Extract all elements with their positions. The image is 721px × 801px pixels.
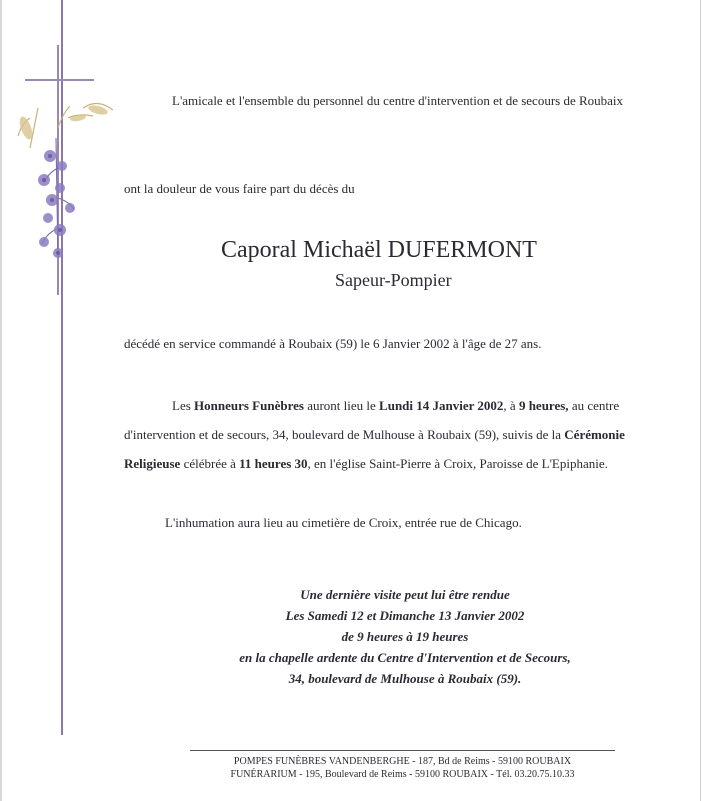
header-line: L'amicale et l'ensemble du personnel du centre d'intervention et de secours de Roubaix bbox=[172, 93, 624, 108]
cross-bar bbox=[25, 79, 94, 81]
page-edge-left bbox=[0, 0, 2, 801]
deceased-rank: Sapeur-Pompier bbox=[335, 270, 452, 290]
intro-line: ont la douleur de vous faire part du décès du bbox=[124, 181, 355, 196]
deceased-name: Caporal Michaël DUFERMONT bbox=[221, 237, 537, 263]
visit-line-5: 34, boulevard de Mulhouse à Roubaix (59). bbox=[288, 671, 522, 686]
visit-line-3: de 9 heures à 19 heures bbox=[341, 629, 469, 644]
funeral-line-3: Religieuse célébrée à 11 heures 30, en l'église Saint-Pierre à Croix, Paroisse de L'Epiphanie. bbox=[124, 456, 608, 471]
ceremonie: Cérémonie bbox=[564, 427, 625, 442]
visit-block bbox=[180, 584, 630, 689]
flower-illustration bbox=[8, 88, 128, 288]
funeral-line-2: d'intervention et de secours, 34, boulevard de Mulhouse à Roubaix (59), suivis de la Cérémonie bbox=[124, 427, 625, 442]
visit-line-4: en la chapelle ardente du Centre d'Intervention et de Secours, bbox=[239, 650, 571, 665]
funeral-line-1: Les Honneurs Funèbres auront lieu le Lundi 14 Janvier 2002, à 9 heures, au centre bbox=[172, 398, 620, 413]
footer-line-1: POMPES FUNÈBRES VANDENBERGHE - 187, Bd de Reims - 59100 ROUBAIX bbox=[233, 756, 572, 767]
visit-line-1: Une dernière visite peut lui être rendue bbox=[300, 587, 510, 602]
footer-line-2: FUNÉRARIUM - 195, Boulevard de Reims - 59100 ROUBAIX - Tél. 03.20.75.10.33 bbox=[230, 769, 575, 780]
religieuse: Religieuse bbox=[124, 456, 181, 471]
ceremony-hour: 11 heures 30 bbox=[239, 456, 308, 471]
funeral-hour: 9 heures, bbox=[518, 398, 569, 413]
death-line: décédé en service commandé à Roubaix (59) le 6 Janvier 2002 à l'âge de 27 ans. bbox=[124, 336, 542, 351]
honneurs-funebres: Honneurs Funèbres bbox=[194, 398, 304, 413]
visit-line-2: Les Samedi 12 et Dimanche 13 Janvier 2002 bbox=[285, 608, 525, 623]
footer-divider bbox=[190, 750, 615, 751]
page-edge-right bbox=[700, 0, 701, 801]
burial-line: L'inhumation aura lieu au cimetière de Croix, entrée rue de Chicago. bbox=[165, 515, 522, 530]
funeral-date: Lundi 14 Janvier 2002 bbox=[379, 398, 504, 413]
